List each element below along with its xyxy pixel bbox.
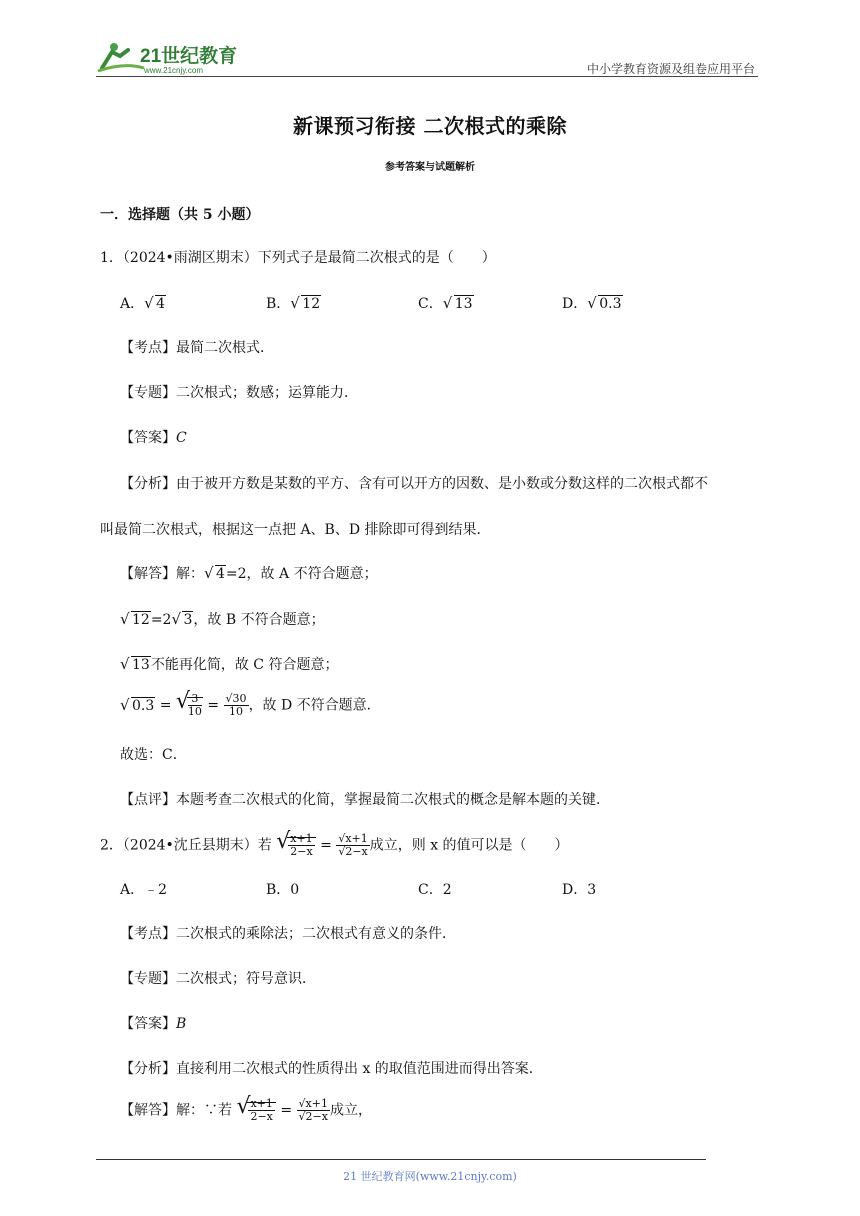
q1-analysis-line1: 【分析】由于被开方数是某数的平方、含有可以开方的因数、是小数或分数这样的二次根式都不 — [120, 476, 708, 492]
footer-divider — [96, 1159, 706, 1160]
q2-answer: 【答案】B — [120, 1016, 187, 1032]
footer-site-link[interactable]: 21 世纪教育网(www.21cnjy.com) — [343, 1170, 517, 1183]
q2-zhuanti: 【专题】二次根式；符号意识． — [120, 971, 316, 987]
q1-option-d[interactable]: D． √ 0.3 — [562, 294, 622, 312]
page-subtitle: 参考答案与试题解析 — [385, 162, 475, 173]
page-title: 新课预习衔接 二次根式的乘除 — [293, 114, 567, 138]
svg-text:www.21cnjy.com: www.21cnjy.com — [144, 66, 203, 75]
q2-option-c[interactable]: C．2 — [418, 882, 452, 898]
q2-solution: 【解答】解：∵若 √ $\frac{x+1}{2-x}$ = $\frac{√x+1}{√2-x}$ 成立， — [120, 1094, 372, 1123]
header-platform-text: 中小学教育资源及组卷应用平台 — [586, 62, 755, 76]
q2-option-d[interactable]: D．3 — [562, 882, 597, 898]
header-divider — [96, 76, 758, 77]
q1-option-c[interactable]: C． √ 13 — [418, 294, 473, 312]
q1-stem: 1．（2024•雨湖区期末）下列式子是最简二次根式的是（ ） — [100, 250, 496, 266]
q2-option-b[interactable]: B．0 — [266, 882, 300, 898]
q2-kaodian: 【考点】二次根式的乘除法；二次根式有意义的条件． — [120, 926, 456, 942]
site-logo — [94, 38, 254, 76]
q1-comment: 【点评】本题考查二次根式的化简，掌握最简二次根式的概念是解本题的关键． — [120, 792, 610, 808]
q1-analysis-line2: 叫最简二次根式，根据这一点把 A、B、D 排除即可得到结果． — [100, 522, 491, 538]
q1-option-a[interactable]: A． √ 4 — [120, 294, 166, 312]
q2-option-a[interactable]: A．﹣2 — [120, 882, 168, 898]
q1-solution-line2: √ 12=2 √ 3，故 B 不符合题意； — [120, 610, 325, 628]
q1-option-b[interactable]: B． √ 12 — [266, 294, 321, 312]
q1-kaodian: 【考点】最简二次根式． — [120, 340, 274, 356]
svg-text:21世纪教育: 21世纪教育 — [140, 46, 238, 67]
q1-solution-line3: √ 13不能再化简，故 C 符合题意； — [120, 655, 339, 673]
q1-choice: 故选：C． — [120, 747, 187, 763]
section-heading: 一．选择题（共 5 小题） — [100, 207, 260, 223]
q1-zhuanti: 【专题】二次根式；数感；运算能力． — [120, 385, 358, 401]
q1-answer: 【答案】C — [120, 430, 187, 446]
q2-analysis: 【分析】直接利用二次根式的性质得出 x 的取值范围进而得出答案． — [120, 1061, 543, 1077]
q1-solution-line1: 【解答】解： √ 4=2，故 A 不符合题意； — [120, 564, 378, 582]
q2-stem: 2．（2024•沈丘县期末）若 √ $\frac{x+1}{2-x}$ = $\frac{√x+1}{√2-x}$ 成立，则 x 的值可以是（ ） — [100, 829, 569, 858]
q1-solution-line4: √ 0.3 = √ $\frac{3}{10}$ = $\frac{√30}{10}$ ，故 D 不符合题意． — [120, 689, 381, 718]
